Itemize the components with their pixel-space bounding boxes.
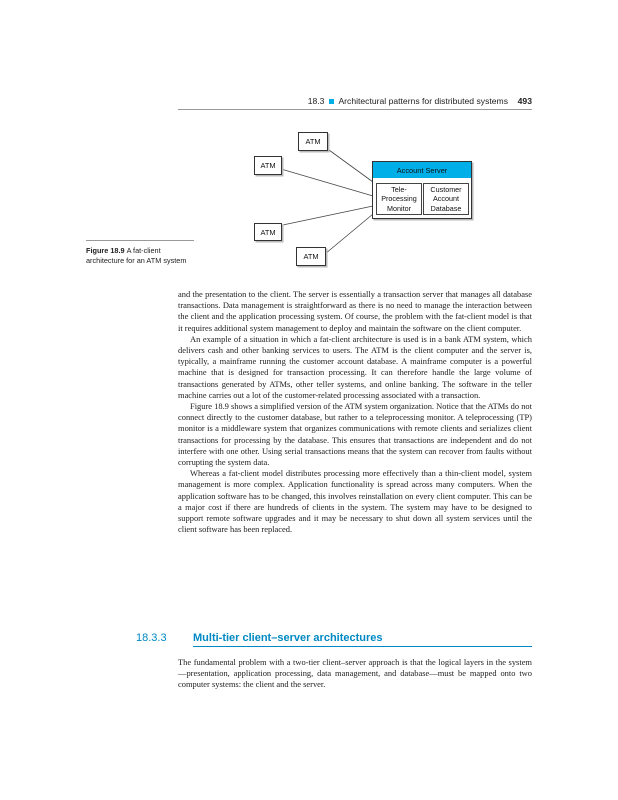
tp-monitor-line: Tele- bbox=[391, 184, 407, 194]
atm-box-bottom bbox=[296, 247, 326, 266]
header-section-number: 18.3 bbox=[307, 96, 325, 106]
atm-box-left bbox=[254, 156, 282, 175]
tp-monitor-line: Processing bbox=[381, 194, 417, 204]
account-server-title: Account Server bbox=[373, 162, 471, 178]
paragraph: An example of a situation in which a fat-client architecture is used is in a bank ATM system, which delivers cash and other banking services to users. The ATM is the client computer and the server is, typically, a mainframe running the customer account database. A mainframe computer is a powerful machine that is designed for transaction processing. It can therefore handle the large volume of transactions generated by ATMs, other teller systems, and online banking. The software in the teller machine carries out a lot of the customer-related processing associated with a transaction. bbox=[178, 333, 532, 400]
database-box bbox=[423, 183, 469, 215]
atm-box-mid bbox=[254, 223, 282, 241]
atm-box-top bbox=[298, 132, 328, 151]
paragraph: Whereas a fat-client model distributes processing more effectively than a thin-client model, system management is more complex. Application functionality is spread across many computers. When the application software has to be changed, this involves reinstallation on every client computer. This can be a major cost if there are hundreds of clients in the system. The system may have to be designed to support remote software upgrades and it may be necessary to shut down all system services until the client software has been replaced. bbox=[178, 468, 532, 535]
tp-monitor-box bbox=[376, 183, 422, 215]
line-atm-bottom bbox=[325, 214, 373, 254]
section-title: Multi-tier client–server architectures bbox=[193, 632, 532, 647]
atm-label: ATM bbox=[260, 161, 276, 170]
account-server bbox=[372, 161, 472, 219]
paragraph: and the presentation to the client. The server is essentially a transaction server that manages all database transactions. Data management is straightforward as there is no need to manage the interaction between the client and the application processing system. Of course, the problem with the fat-client model is that it requires additional system management to deploy and maintain the software on the client computer. bbox=[178, 289, 532, 333]
paragraph: Figure 18.9 shows a simplified version of the ATM system organization. Notice that the ATMs do not connect directly to the customer database, but rather to a teleprocessing monitor. A teleprocessing (TP) monitor is a middleware system that organizes communications with remote clients and serializes client transactions for processing by the database. This ensures that transactions are independent and do not interfere with one other. Using serial transactions means that the system can recover from faults without corrupting the system data. bbox=[178, 401, 532, 468]
atm-label: ATM bbox=[260, 227, 276, 237]
database-line: Account bbox=[433, 194, 459, 204]
atm-label: ATM bbox=[303, 252, 319, 261]
caption-number: Figure 18.9 bbox=[86, 246, 125, 255]
section-body bbox=[178, 657, 532, 691]
header-section-title: Architectural patterns for distributed systems bbox=[338, 96, 508, 106]
line-atm-left bbox=[281, 169, 373, 196]
atm-label: ATM bbox=[305, 137, 321, 146]
tp-monitor-line: Monitor bbox=[387, 203, 411, 213]
caption-text: A fat-client architecture for an ATM system bbox=[86, 246, 187, 265]
section-number: 18.3.3 bbox=[136, 632, 167, 644]
body-text bbox=[178, 289, 532, 535]
database-line: Customer bbox=[430, 184, 462, 194]
paragraph: The fundamental problem with a two-tier client–server approach is that the logical layers in the system—presentation, application processing, data management, and database—must be mapped onto two computer systems: the client and the server. bbox=[178, 657, 532, 690]
figure-caption bbox=[86, 240, 194, 265]
database-line: Database bbox=[430, 203, 462, 213]
line-atm-mid bbox=[278, 206, 373, 226]
page-number: 493 bbox=[517, 96, 532, 106]
line-atm-top bbox=[329, 150, 373, 182]
